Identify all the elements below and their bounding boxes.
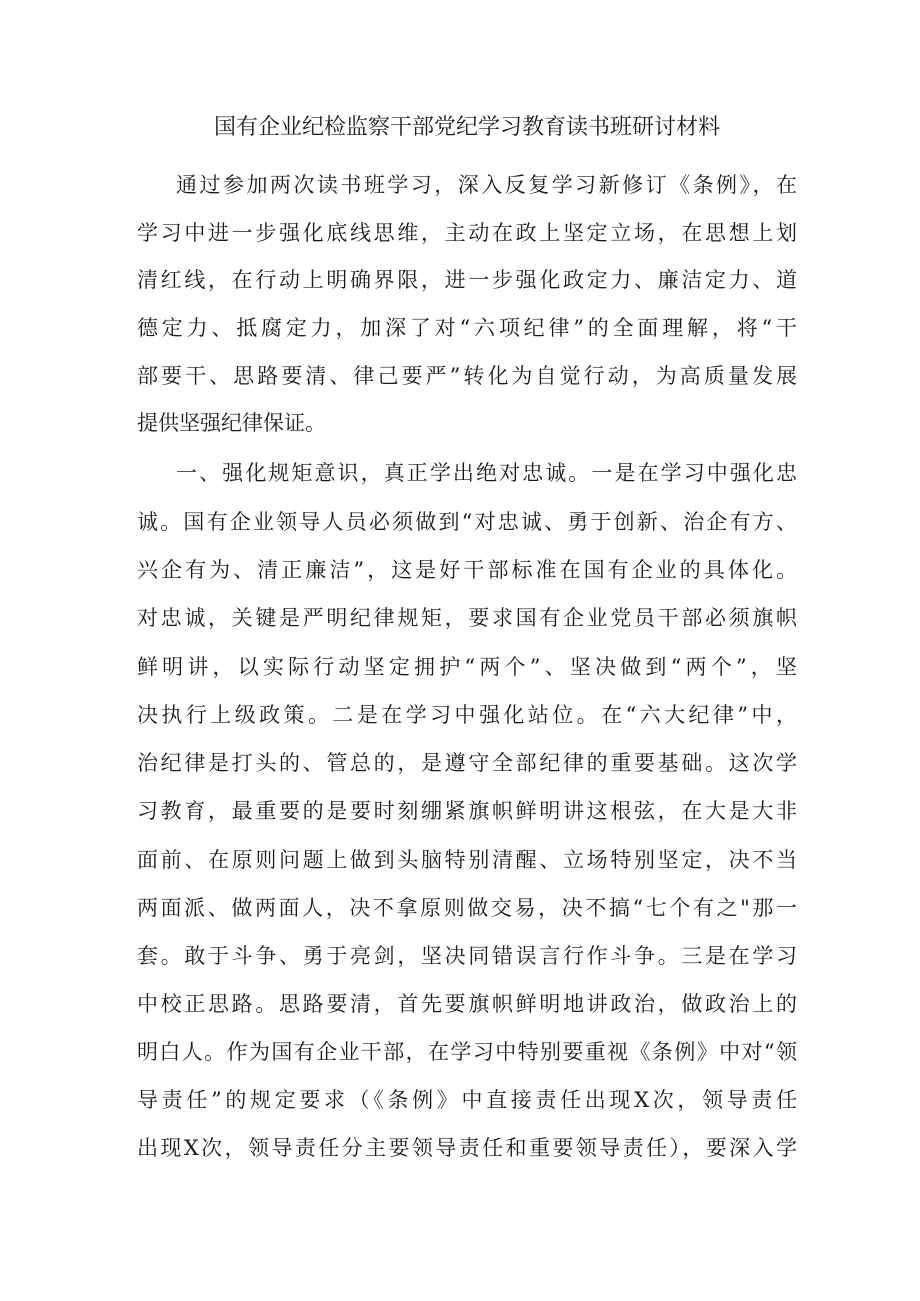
paragraph-line: 中校正思路。思路要清，首先要旗帜鲜明地讲政治，做政治上的 xyxy=(137,992,797,1016)
paragraph-line: 德定力、抵腐定力，加深了对“六项纪律”的全面理解，将“干 xyxy=(137,316,797,340)
paragraph-line: 对忠诚，关键是严明纪律规矩，要求国有企业党员干部必须旗帜 xyxy=(137,606,797,630)
paragraph-line: 兴企有为、清正廉洁”，这是好干部标准在国有企业的具体化。 xyxy=(137,558,797,582)
paragraph-line: 部要干、思路要清、律己要严”转化为自觉行动，为高质量发展 xyxy=(137,364,797,388)
paragraph-line: 明白人。作为国有企业干部，在学习中特别要重视《条例》中对“领 xyxy=(137,1040,797,1064)
paragraph-line: 一、强化规矩意识，真正学出绝对忠诚。一是在学习中强化忠 xyxy=(176,461,797,485)
paragraph-line: 两面派、做两面人，决不拿原则做交易，决不搞“七个有之"那一 xyxy=(137,896,797,920)
paragraph-line: 提供坚强纪律保证。 xyxy=(137,411,326,435)
paragraph-line: 学习中进一步强化底线思维，主动在政上坚定立场，在思想上划 xyxy=(137,221,797,245)
document-title: 国有企业纪检监察干部党纪学习教育读书班研讨材料 xyxy=(213,115,720,140)
paragraph-line: 诚。国有企业领导人员必须做到“对忠诚、勇于创新、治企有方、 xyxy=(137,510,797,534)
paragraph-line: 清红线，在行动上明确界限，进一步强化政定力、廉洁定力、道 xyxy=(137,268,797,292)
paragraph-line: 治纪律是打头的、管总的，是遵守全部纪律的重要基础。这次学 xyxy=(137,751,797,775)
paragraph-line: 决执行上级政策。二是在学习中强化站位。在“六大纪律”中， xyxy=(137,703,797,727)
paragraph-line: 套。敢于斗争、勇于亮剑，坚决同错误言行作斗争。三是在学习 xyxy=(137,944,797,968)
paragraph-line: 导责任”的规定要求（《条例》中直接责任出现X次，领导责任 xyxy=(137,1088,797,1112)
paragraph-line: 习教育，最重要的是要时刻绷紧旗帜鲜明讲这根弦，在大是大非 xyxy=(137,799,797,823)
paragraph-line: 通过参加两次读书班学习，深入反复学习新修订《条例》，在 xyxy=(176,173,797,197)
paragraph-line: 面前、在原则问题上做到头脑特别清醒、立场特别坚定，决不当 xyxy=(137,848,797,872)
paragraph-line: 出现X次，领导责任分主要领导责任和重要领导责任），要深入学 xyxy=(137,1136,797,1160)
paragraph-line: 鲜明讲，以实际行动坚定拥护“两个”、坚决做到“两个”，坚 xyxy=(137,655,797,679)
